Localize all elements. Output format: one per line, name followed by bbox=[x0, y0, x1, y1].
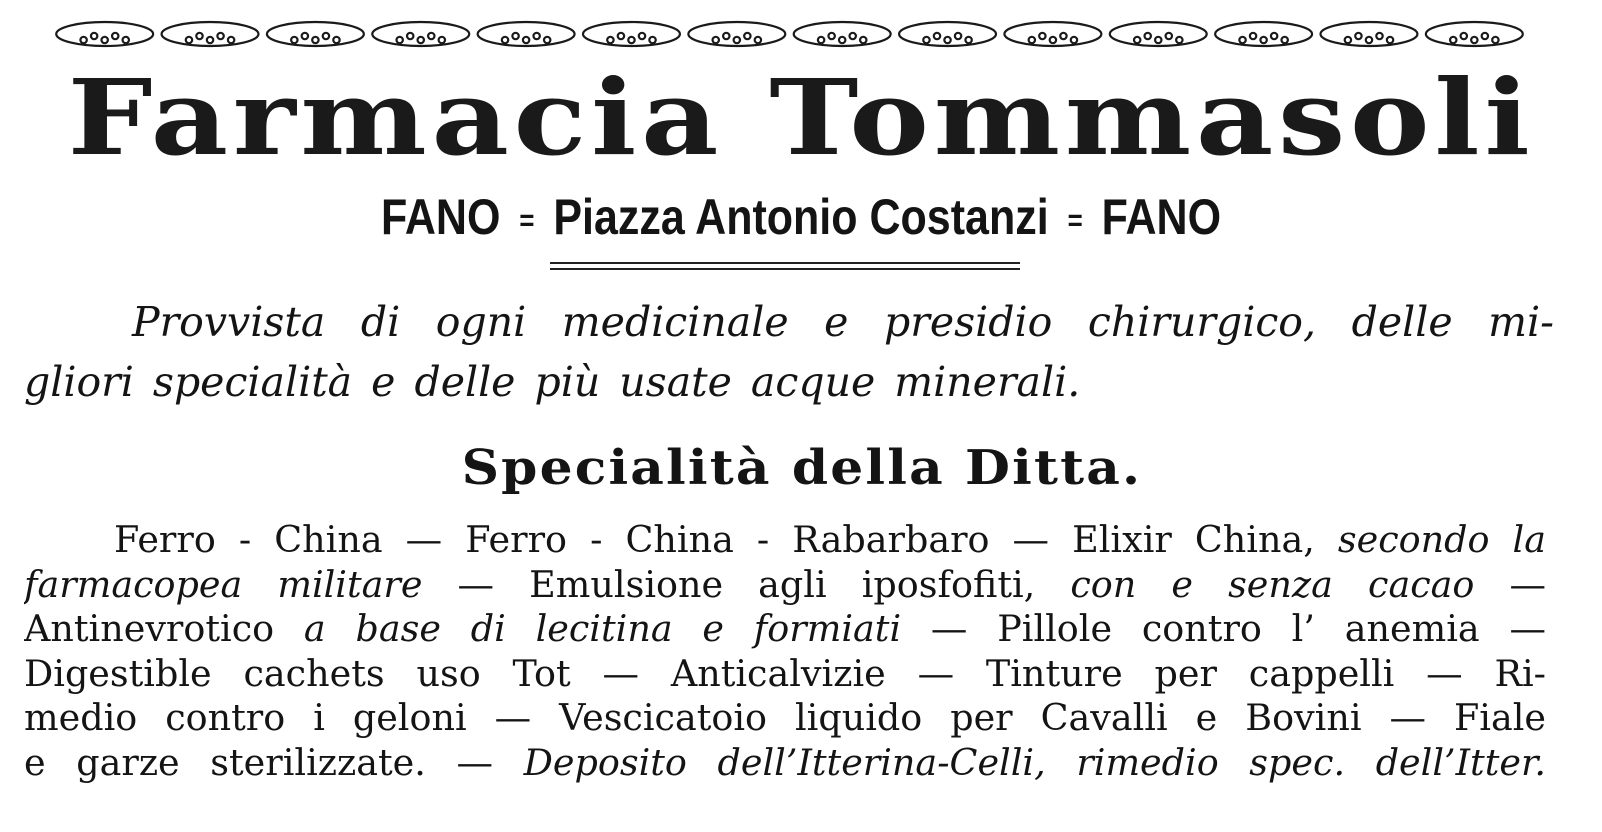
chain-bead bbox=[1239, 37, 1245, 43]
chain-bead bbox=[101, 37, 107, 43]
body-line-4: Digestible cachets uso Tot — Anticalvizie — Tinture per cappelli — Ri- bbox=[24, 651, 1546, 695]
chain-bead bbox=[607, 37, 613, 43]
address: Piazza Antonio Costanzi bbox=[553, 189, 1049, 245]
chain-bead bbox=[1471, 37, 1477, 43]
chain-bead bbox=[302, 33, 308, 39]
chain-bead bbox=[649, 37, 655, 43]
body-text: — Pillole contro l’ anemia — bbox=[901, 607, 1546, 650]
intro-line-2: gliori specialità e delle più usate acque minerali. bbox=[24, 358, 1081, 406]
chain-bead bbox=[1071, 37, 1077, 43]
body-line-3 bbox=[24, 607, 1546, 652]
chain-bead bbox=[755, 37, 761, 43]
chain-bead bbox=[186, 37, 192, 43]
chain-bead bbox=[850, 33, 856, 39]
chain-bead bbox=[323, 33, 329, 39]
chain-bead bbox=[523, 37, 529, 43]
body-italic-text: secondo la bbox=[1337, 518, 1546, 561]
chain-bead bbox=[734, 37, 740, 43]
body-italic-text: farmacopea militare bbox=[24, 562, 423, 606]
chain-bead bbox=[818, 37, 824, 43]
chain-bead bbox=[1060, 33, 1066, 39]
chain-bead bbox=[723, 33, 729, 39]
body-italic-text: a base di lecitina e formiati bbox=[303, 607, 902, 650]
body-line-5: medio contro i geloni — Vescicatoio liquido per Cavalli e Bovini — Fiale bbox=[24, 696, 1546, 739]
body-line-2 bbox=[24, 563, 1546, 608]
chain-border-ornament bbox=[52, 14, 1527, 54]
chain-bead bbox=[1387, 37, 1393, 43]
body-line-1 bbox=[24, 518, 1546, 563]
chain-bead bbox=[544, 37, 550, 43]
chain-bead bbox=[418, 37, 424, 43]
chain-bead bbox=[1050, 37, 1056, 43]
chain-bead bbox=[628, 37, 634, 43]
city-right: FANO bbox=[1101, 189, 1222, 245]
intro-line-1: Provvista di ogni medicinale e presidio chirurgico, delle mi- bbox=[132, 298, 1554, 346]
separator-left: = bbox=[519, 203, 535, 237]
chain-bead bbox=[744, 33, 750, 39]
chain-bead bbox=[207, 37, 213, 43]
chain-bead bbox=[196, 33, 202, 39]
body-line-6 bbox=[24, 741, 1546, 786]
chain-bead bbox=[407, 33, 413, 39]
pharmacy-title: Farmacia Tommasoli bbox=[67, 56, 1535, 179]
chain-bead bbox=[1039, 33, 1045, 39]
chain-bead bbox=[333, 37, 339, 43]
separator-right: = bbox=[1067, 203, 1083, 237]
chain-bead bbox=[1271, 33, 1277, 39]
chain-bead bbox=[1355, 33, 1361, 39]
chain-bead bbox=[217, 33, 223, 39]
specialties-heading: Specialità della Ditta. bbox=[461, 440, 1143, 496]
chain-bead bbox=[923, 37, 929, 43]
chain-bead bbox=[1176, 37, 1182, 43]
chain-bead bbox=[512, 33, 518, 39]
body-text: — bbox=[1474, 562, 1546, 606]
chain-bead bbox=[291, 37, 297, 43]
chain-bead bbox=[955, 33, 961, 39]
chain-bead bbox=[618, 33, 624, 39]
body-text: Ferro - China — Ferro - China - Rabarbaro — Elixir China, bbox=[114, 518, 1338, 561]
chain-bead bbox=[1450, 37, 1456, 43]
body-italic-text: Deposito dell’Itterina-Celli, rimedio spec. dell’Itter. bbox=[523, 740, 1546, 784]
city-left: FANO bbox=[380, 189, 501, 245]
chain-bead bbox=[1155, 37, 1161, 43]
chain-bead bbox=[1134, 37, 1140, 43]
chain-bead bbox=[1482, 33, 1488, 39]
chain-bead bbox=[944, 37, 950, 43]
chain-bead bbox=[1029, 37, 1035, 43]
chain-bead bbox=[828, 33, 834, 39]
specialties-paragraph bbox=[24, 518, 1546, 785]
chain-bead bbox=[502, 37, 508, 43]
address-line bbox=[112, 184, 1490, 254]
chain-bead bbox=[1166, 33, 1172, 39]
chain-bead bbox=[1461, 33, 1467, 39]
body-text: e garze sterilizzate. — bbox=[24, 740, 524, 784]
chain-bead bbox=[1145, 33, 1151, 39]
chain-bead bbox=[934, 33, 940, 39]
chain-bead bbox=[123, 37, 129, 43]
chain-bead bbox=[533, 33, 539, 39]
chain-bead bbox=[228, 37, 234, 43]
chain-bead bbox=[80, 37, 86, 43]
chain-bead bbox=[1250, 33, 1256, 39]
chain-bead bbox=[428, 33, 434, 39]
chain-bead bbox=[439, 37, 445, 43]
chain-bead bbox=[839, 37, 845, 43]
chain-bead bbox=[91, 33, 97, 39]
chain-bead bbox=[713, 37, 719, 43]
body-text: Antinevrotico bbox=[24, 607, 304, 650]
chain-bead bbox=[1345, 37, 1351, 43]
chain-bead bbox=[1366, 37, 1372, 43]
chain-bead bbox=[112, 33, 118, 39]
chain-bead bbox=[1281, 37, 1287, 43]
double-rule-divider bbox=[550, 262, 1020, 272]
intro-paragraph bbox=[24, 292, 1554, 412]
chain-bead bbox=[1376, 33, 1382, 39]
body-italic-text: con e senza cacao bbox=[1070, 562, 1475, 606]
chain-bead bbox=[396, 37, 402, 43]
chain-bead bbox=[965, 37, 971, 43]
chain-bead bbox=[312, 37, 318, 43]
body-text: — Emulsione agli iposfofiti, bbox=[422, 562, 1071, 606]
chain-bead bbox=[860, 37, 866, 43]
chain-bead bbox=[1260, 37, 1266, 43]
chain-bead bbox=[1492, 37, 1498, 43]
chain-bead bbox=[639, 33, 645, 39]
